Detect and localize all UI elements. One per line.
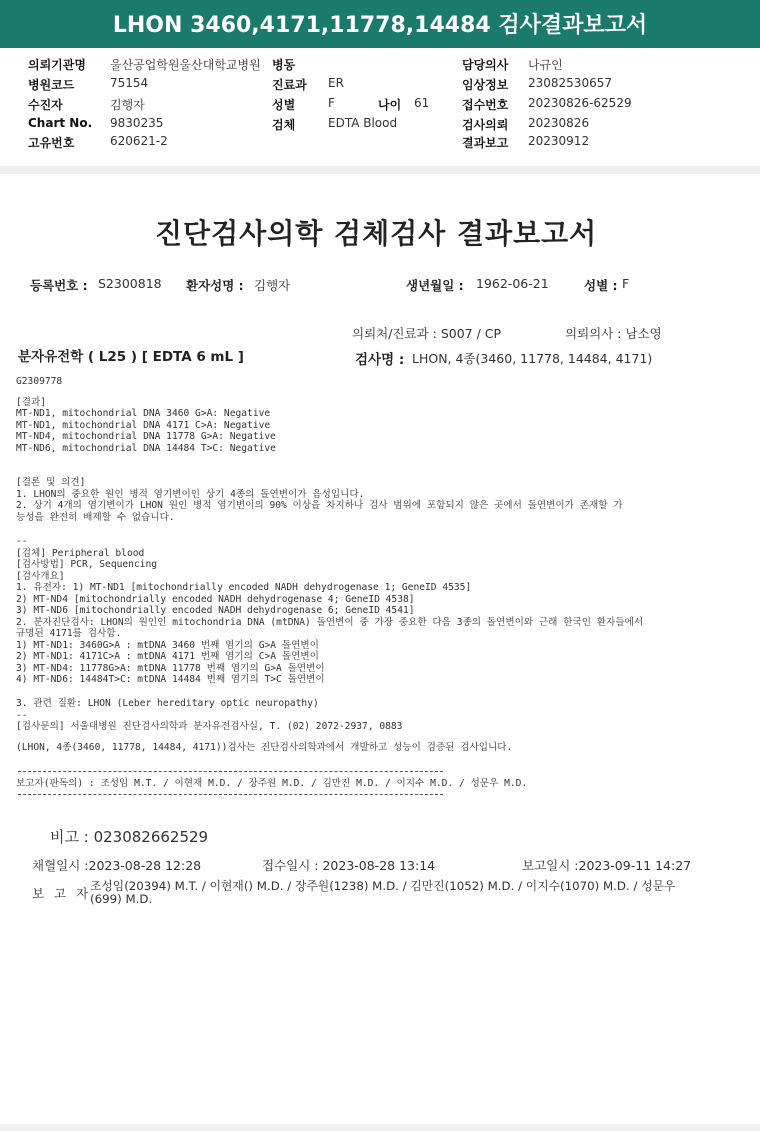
inst-label: 의뢰기관명 [28, 58, 86, 72]
report-line: [검체] Peripheral blood [16, 547, 145, 559]
code-label: 병원코드 [28, 78, 75, 92]
referral-doctor: 의뢰의사 : 남소영 [565, 326, 662, 341]
test-name-label: 검사명 : [355, 352, 405, 368]
report-line: 2. 상기 4개의 염기변이가 LHON 원인 병적 염기변이의 90% 이상을 차지하나 검사 범위에 포함되지 않은 곳에서 돌연변이가 존재할 가 [16, 500, 623, 511]
name-label: 환자성명 : [186, 278, 244, 293]
report-line: [결과] [16, 397, 47, 408]
report-title: LHON 3460,4171,11778,14484 검사결과보고서 [112, 13, 648, 38]
chart-label: Chart No. [28, 116, 93, 130]
requested-label: 검사의뢰 [462, 118, 509, 132]
patient-label: 수진자 [28, 98, 63, 112]
reporter-label: 보 고 자 [32, 886, 92, 901]
scanned-report-document [0, 174, 760, 1124]
document-title: 진단검사의학 검체검사 결과보고서 [155, 217, 598, 250]
report-line: 3. 관련 질환: LHON (Leber hereditary optic neuropathy) [16, 698, 319, 709]
doctor-value: 나규인 [528, 58, 563, 72]
dept-label: 진료과 [272, 78, 307, 92]
chart-value: 9830235 [110, 116, 164, 130]
report-line: MT-ND4, mitochondrial DNA 11778 G>A: Negative [16, 431, 276, 442]
report-line: 3) MT-ND4: 11778G>A: mtDNA 11778 번째 염기의 G>A 돌연변이 [16, 662, 325, 674]
reg-value: S2300818 [98, 276, 162, 291]
section-heading: 분자유전학 ( L25 ) [ EDTA 6 mL ] [18, 349, 244, 365]
reporter-line-2: (699) M.D. [90, 892, 153, 906]
report-line: (LHON, 4종(3460, 11778, 14484, 4171))검사는 진단검사의학과에서 개발하고 성능이 검증된 검사입니다. [16, 742, 513, 753]
report-line: 4) MT-ND6: 14484T>C: mtDNA 14484 번째 염기의 T>C 돌연변이 [16, 674, 325, 685]
report-line: MT-ND6, mitochondrial DNA 14484 T>C: Negative [16, 442, 276, 454]
name-value: 김행자 [254, 278, 291, 293]
dashed-divider [18, 771, 443, 772]
clinical-label: 임상정보 [462, 78, 509, 92]
specimen-value: EDTA Blood [328, 116, 398, 130]
unique-label: 고유번호 [28, 136, 75, 150]
dashed-divider [18, 794, 443, 795]
report-line: 능성을 완전히 배제할 수 없습니다. [16, 511, 175, 523]
bottom-margin [0, 1124, 760, 1131]
report-line: 2) MT-ND1: 4171C>A : mtDNA 4171 번째 염기의 C>A 돌연변이 [16, 651, 319, 662]
report-line: MT-ND1, mitochondrial DNA 4171 C>A: Negative [16, 419, 271, 431]
report-line: 1) MT-ND1: 3460G>A : mtDNA 3460 번째 염기의 G>A 돌연변이 [16, 639, 319, 651]
reception-value: 20230826-62529 [528, 96, 632, 110]
remark: 비고 : 023082662529 [50, 828, 209, 846]
inst-value: 울산공업학원울산대학교병원 [110, 58, 261, 72]
report-line: [검사문의] 서울대병원 진단검사의학과 분자유전검사실, T. (02) 2072-2937, 0883 [16, 721, 403, 732]
report-line: MT-ND1, mitochondrial DNA 3460 G>A: Negative [16, 408, 271, 419]
report-line: [검사방법] PCR, Sequencing [16, 559, 158, 570]
sex-value: F [328, 96, 335, 110]
reg-label: 등록번호 : [30, 278, 88, 293]
age-label: 나이 [378, 98, 402, 112]
report-line: 2) MT-ND4 [mitochondrially encoded NADH dehydrogenase 4; GeneID 4538] [16, 593, 415, 605]
test-name-value: LHON, 4종(3460, 11778, 14484, 4171) [412, 351, 653, 366]
report-line: [검사개요] [16, 570, 65, 582]
report-line: [결론 및 의견] [16, 477, 86, 488]
report-line: 1. LHON의 중요한 원인 병적 염기변이인 상기 4종의 돌연변이가 음성입니다. [16, 488, 365, 500]
dob-value: 1962-06-21 [476, 276, 549, 291]
reported-value: 20230912 [528, 134, 590, 148]
referral-info: 의뢰처/진료과 : S007 / CP [352, 326, 502, 341]
report-line: 2. 분자진단검사: LHON의 원인인 mitochondria DNA (mtDNA) 돌연변이 중 가장 중요한 다음 3종의 돌연변이와 근래 한국인 환자들에서 [16, 616, 644, 628]
report-line: 3) MT-ND6 [mitochondrially encoded NADH dehydrogenase 6; GeneID 4541] [16, 605, 415, 616]
code-value: 75154 [110, 76, 149, 90]
dob-label: 생년월일 : [406, 278, 464, 293]
ward-label: 병동 [272, 58, 296, 72]
request-info-header [0, 48, 760, 166]
report-line: 1. 유전자: 1) MT-ND1 [mitochondrially encoded NADH dehydrogenase 1; GeneID 4535] [16, 582, 472, 593]
clinical-value: 23082530657 [528, 76, 612, 90]
received-time: 접수일시 : 2023-08-28 13:14 [262, 858, 436, 873]
specimen-id-code: G2309778 [16, 376, 63, 387]
specimen-label: 검체 [272, 118, 296, 132]
reporter-line-1: 조성임(20394) M.T. / 이현재() M.D. / 장주원(1238) M.D. / 김만진(1052) M.D. / 이지수(1070) M.D. / 성문우 [90, 879, 676, 893]
requested-value: 20230826 [528, 116, 590, 130]
dept-value: ER [328, 76, 344, 90]
reported-time: 보고일시 :2023-09-11 14:27 [522, 858, 692, 873]
sex-doc-label: 성별 : [584, 278, 618, 293]
report-line: 보고자(판독의) : 조성임 M.T. / 이현재 M.D. / 장주원 M.D. / 김만진 M.D. / 이지수 M.D. / 성문우 M.D. [16, 778, 528, 789]
doctor-label: 담당의사 [462, 58, 509, 72]
unique-value: 620621-2 [110, 134, 168, 148]
reported-label: 결과보고 [462, 136, 509, 150]
sex-doc-value: F [622, 276, 630, 291]
section-divider [0, 166, 760, 174]
report-line: 규명된 4171를 검사함. [16, 628, 122, 639]
report-line: -- [16, 536, 28, 547]
patient-value: 김행자 [110, 98, 145, 112]
collected-time: 채혈일시 :2023-08-28 12:28 [32, 858, 202, 873]
report-title-bar [0, 0, 760, 48]
reception-label: 접수번호 [462, 98, 509, 112]
sex-label: 성별 [272, 98, 296, 112]
age-value: 61 [414, 96, 430, 110]
report-line: -- [16, 709, 28, 721]
